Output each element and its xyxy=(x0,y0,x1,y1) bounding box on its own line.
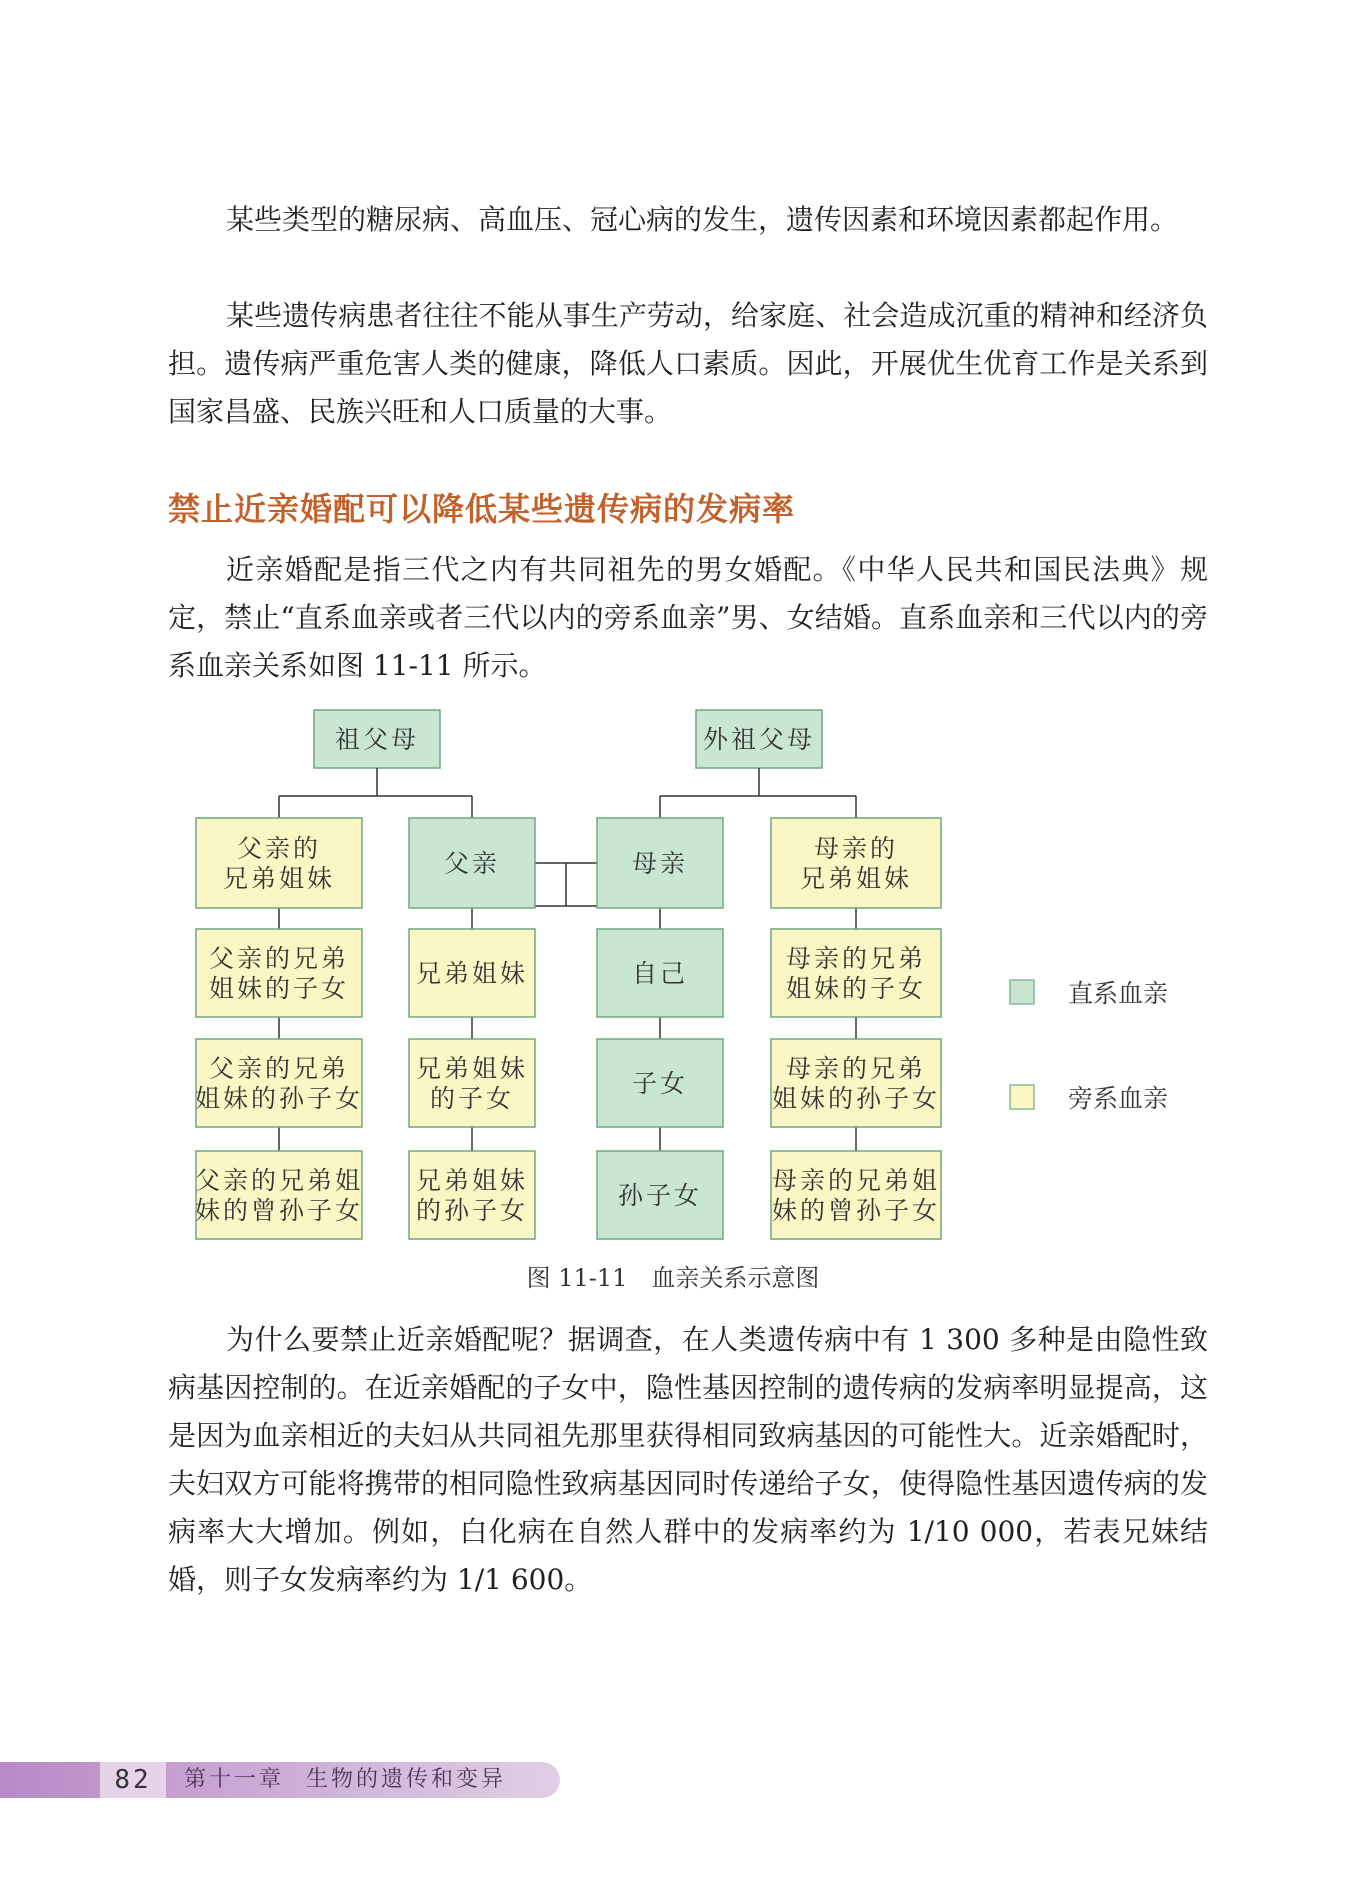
paternal-col-node-1-box xyxy=(196,929,362,1017)
sibling-col-node-2-label: 的子女 xyxy=(429,1084,515,1113)
self-col-node-3-label: 孙子女 xyxy=(617,1181,703,1210)
maternal-col-node-3-label: 母亲的兄弟姐 xyxy=(771,1166,941,1195)
sibling-col-node-3-label: 兄弟姐妹 xyxy=(415,1166,529,1195)
paternal-col-node-2-box xyxy=(196,1039,362,1127)
grandparents-node xyxy=(314,710,440,768)
paragraph-4: 为什么要禁止近亲婚配呢？据调查，在人类遗传病中有 1 300 多种是由隐性致病基因控制的。在近亲婚配的子女中，隐性基因控制的遗传病的发病率明显提高，这是因为血亲相近的夫妇从共同祖先那里获得相同致病基因的可能性大。近亲婚配时，夫妇双方可能将携带的相同隐性致病基因同时传递给子女，使得隐性基因遗传病的发病率大大增加。例如，白化病在自然人群中的发病率约为 1/10 000，若表兄妹结婚，则子女发病率约为 1/1 600。 xyxy=(168,1323,1208,1596)
maternal-col-node-2-label: 母亲的兄弟 xyxy=(785,1054,927,1083)
maternal-col-node-0-box xyxy=(771,818,941,908)
maternal-col-node-1-label: 姐妹的子女 xyxy=(785,974,927,1003)
maternal-col-node-3-box xyxy=(771,1151,941,1239)
sibling-col-node-0-label: 父亲 xyxy=(443,849,501,878)
maternal-col-node-1 xyxy=(771,929,941,1017)
chapter-number: 第十一章 xyxy=(184,1767,285,1792)
paternal-col-node-1-label: 姐妹的子女 xyxy=(208,974,350,1003)
maternal-col-node-2-label: 姐妹的孙子女 xyxy=(771,1084,941,1113)
paternal-col-node-2 xyxy=(195,1039,363,1127)
paternal-col-node-1 xyxy=(196,929,362,1017)
maternal-grandparents-node xyxy=(696,710,822,768)
paternal-col-node-3-label: 妹的曾孙子女 xyxy=(194,1196,364,1225)
section-heading: 禁止近亲婚配可以降低某些遗传病的发病率 xyxy=(168,490,796,528)
maternal-col-node-1-box xyxy=(771,929,941,1017)
self-col-node-1-label: 自己 xyxy=(631,959,689,988)
paternal-col-node-0 xyxy=(196,818,362,908)
maternal-col-node-2-box xyxy=(771,1039,941,1127)
self-col-node-0-label: 母亲 xyxy=(631,849,689,878)
maternal-col-node-0-label: 兄弟姐妹 xyxy=(799,864,913,893)
sibling-col-node-3 xyxy=(409,1151,535,1239)
paternal-col-node-2-label: 姐妹的孙子女 xyxy=(194,1084,364,1113)
sibling-col-node-1-label: 兄弟姐妹 xyxy=(415,959,529,988)
paternal-col-node-0-label: 父亲的 xyxy=(236,834,322,863)
chapter-label xyxy=(184,1762,506,1798)
figure-number: 图 11-11 xyxy=(526,1264,628,1292)
sibling-col-node-3-label: 的孙子女 xyxy=(415,1196,529,1225)
sibling-col-node-0 xyxy=(409,818,535,908)
paragraph-3: 近亲婚配是指三代之内有共同祖先的男女婚配。《中华人民共和国民法典》规定，禁止“直系血亲或者三代以内的旁系血亲”男、女结婚。直系血亲和三代以内的旁系血亲关系如图 11-11 所示。 xyxy=(168,553,1208,682)
figure-caption xyxy=(0,1258,1346,1293)
maternal-grandparents-node-label: 外祖父母 xyxy=(702,725,816,754)
paternal-col-node-0-box xyxy=(196,818,362,908)
self-col-node-3 xyxy=(597,1151,723,1239)
maternal-col-node-1-label: 母亲的兄弟 xyxy=(785,944,927,973)
paternal-col-node-3 xyxy=(195,1151,363,1239)
paragraph-1: 某些类型的糖尿病、高血压、冠心病的发生，遗传因素和环境因素都起作用。 xyxy=(226,203,1179,236)
paternal-col-node-1-label: 父亲的兄弟 xyxy=(208,944,350,973)
self-col-node-2-label: 子女 xyxy=(631,1069,689,1098)
grandparents-node-label: 祖父母 xyxy=(334,725,420,754)
figure-title: 血亲关系示意图 xyxy=(651,1264,820,1292)
self-col-node-2 xyxy=(597,1039,723,1127)
legend-direct-label: 直系血亲 xyxy=(1068,979,1169,1008)
maternal-col-node-3-label: 妹的曾孙子女 xyxy=(771,1196,941,1225)
sibling-col-node-3-box xyxy=(409,1151,535,1239)
sibling-col-node-1 xyxy=(409,929,535,1017)
paternal-col-node-2-label: 父亲的兄弟 xyxy=(208,1054,350,1083)
legend-direct-swatch xyxy=(1010,980,1034,1004)
chapter-title: 生物的遗传和变异 xyxy=(306,1767,507,1792)
sibling-col-node-2 xyxy=(409,1039,535,1127)
paternal-col-node-3-label: 父亲的兄弟姐 xyxy=(194,1166,364,1195)
paternal-col-node-3-box xyxy=(196,1151,362,1239)
maternal-col-node-3 xyxy=(771,1151,941,1239)
legend-collateral-swatch xyxy=(1010,1085,1034,1109)
legend-collateral-label: 旁系血亲 xyxy=(1068,1084,1169,1113)
sibling-col-node-2-label: 兄弟姐妹 xyxy=(415,1054,529,1083)
maternal-col-node-2 xyxy=(771,1039,941,1127)
page-number: 82 xyxy=(100,1762,166,1798)
maternal-col-node-0-label: 母亲的 xyxy=(813,834,899,863)
maternal-col-node-0 xyxy=(771,818,941,908)
paternal-col-node-0-label: 兄弟姐妹 xyxy=(222,864,336,893)
paragraph-2: 某些遗传病患者往往不能从事生产劳动，给家庭、社会造成沉重的精神和经济负担。遗传病严重危害人类的健康，降低人口素质。因此，开展优生优育工作是关系到国家昌盛、民族兴旺和人口质量的大事。 xyxy=(168,299,1208,428)
sibling-col-node-2-box xyxy=(409,1039,535,1127)
self-col-node-1 xyxy=(597,929,723,1017)
self-col-node-0 xyxy=(597,818,723,908)
